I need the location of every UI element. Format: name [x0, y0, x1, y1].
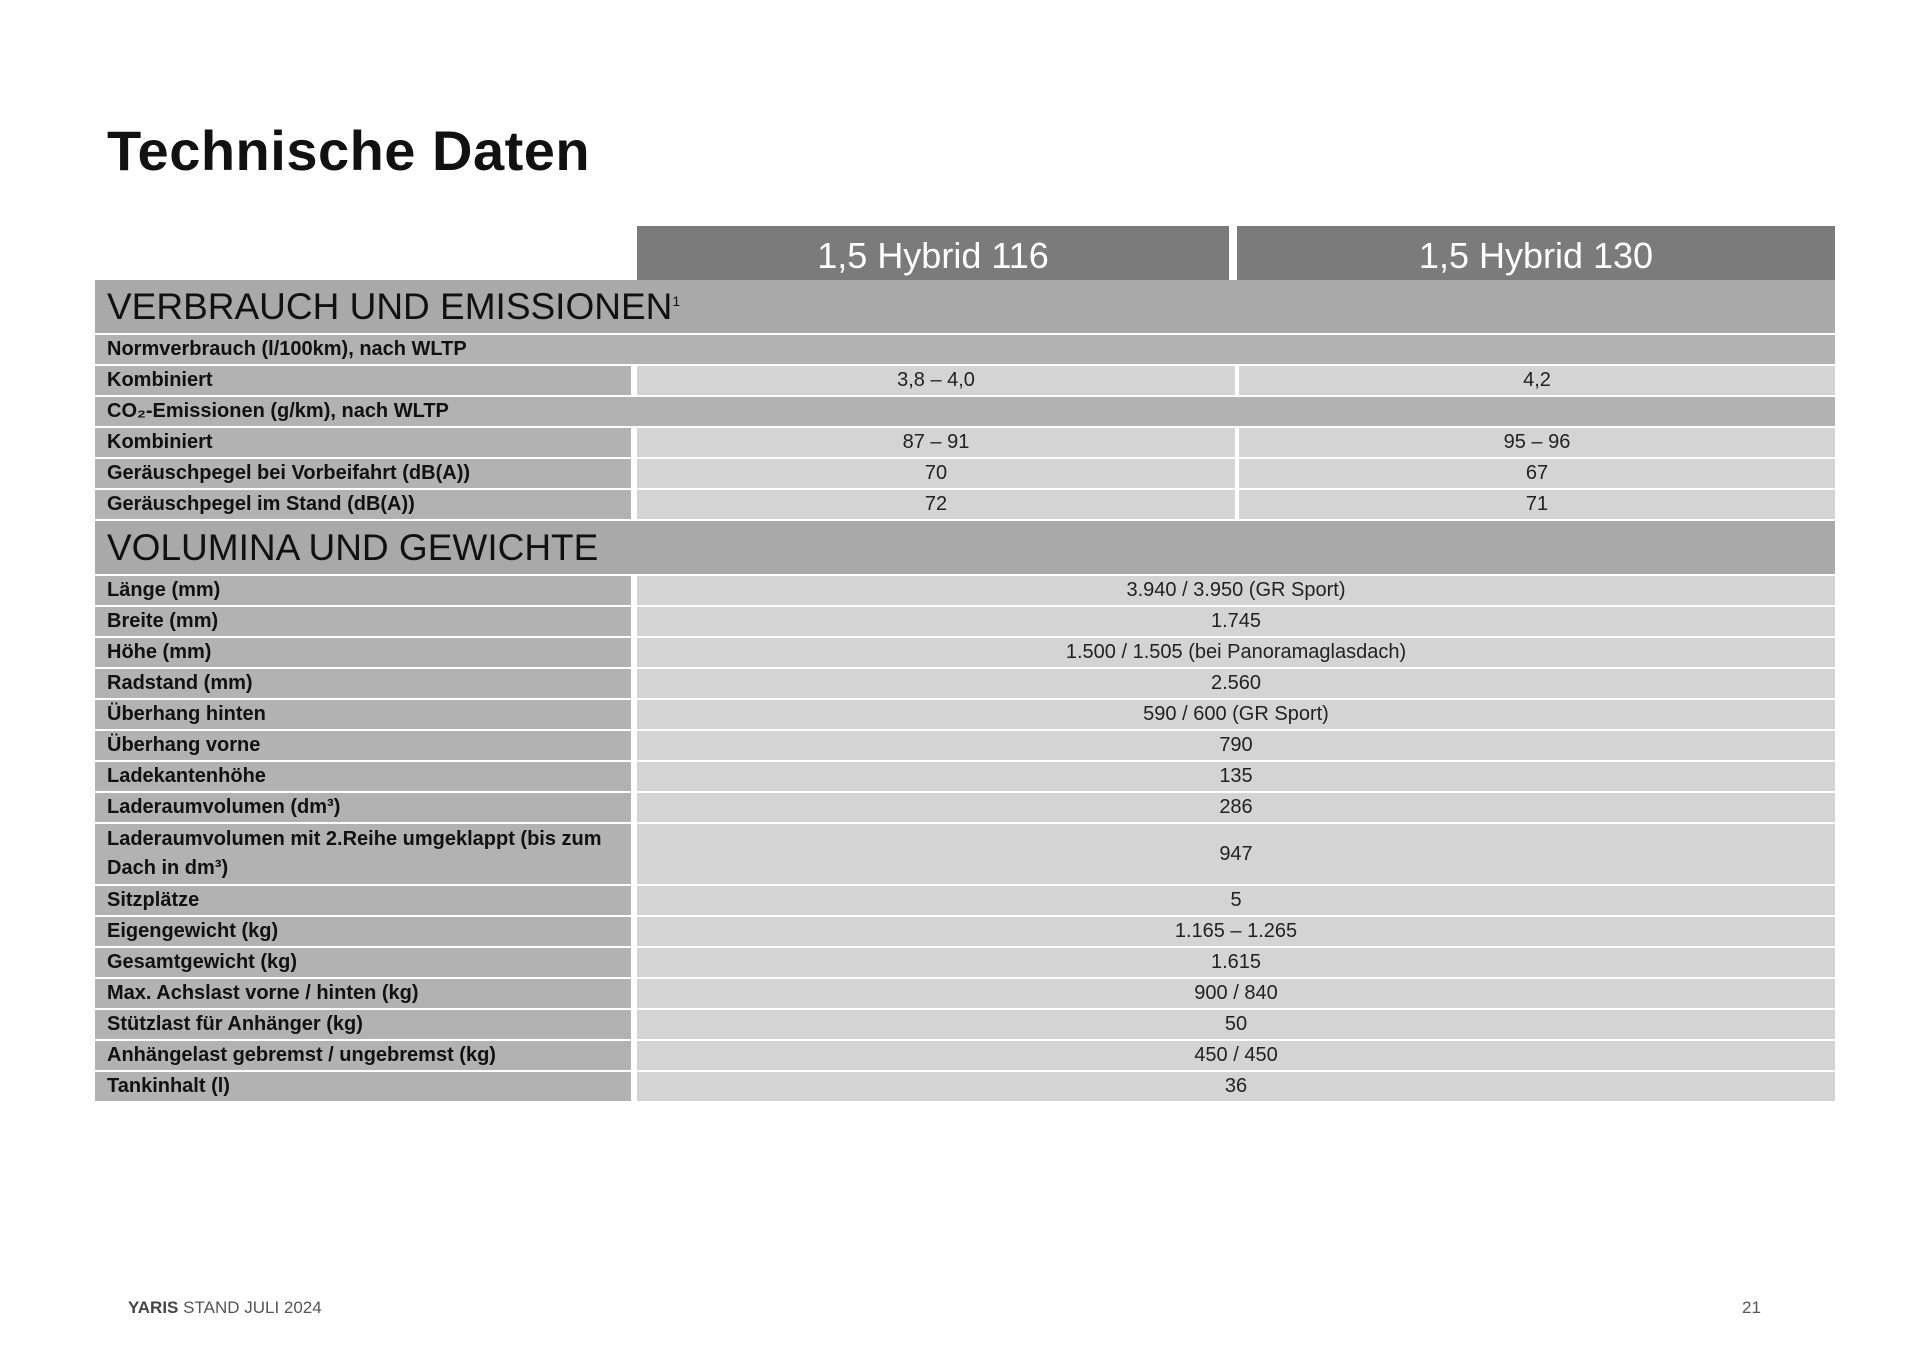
table-row [95, 669, 1835, 698]
row-value: 50 [637, 1010, 1835, 1039]
row-value: 947 [637, 824, 1835, 884]
footnote-marker: 1 [672, 292, 681, 309]
row-value: 1.745 [637, 607, 1835, 636]
row-value: 1.615 [637, 948, 1835, 977]
row-label: Gesamtgewicht (kg) [95, 948, 631, 977]
table-row [95, 576, 1835, 605]
table-row [95, 366, 1835, 395]
row-value: 3.940 / 3.950 (GR Sport) [637, 576, 1835, 605]
row-value: 1.165 – 1.265 [637, 917, 1835, 946]
row-value: 2.560 [637, 669, 1835, 698]
row-value-hybrid-116: 87 – 91 [637, 428, 1235, 457]
header-spacer [95, 226, 637, 280]
row-value: 900 / 840 [637, 979, 1835, 1008]
row-label: Kombiniert [95, 428, 631, 457]
row-value-hybrid-130: 71 [1239, 490, 1835, 519]
row-value: 135 [637, 762, 1835, 791]
row-value-hybrid-116: 70 [637, 459, 1235, 488]
table-subheader [95, 335, 1835, 364]
row-label: Laderaumvolumen mit 2.Reihe umgeklappt (bis zum Dach in dm³) [95, 824, 631, 884]
footer-brand-stand [128, 1298, 322, 1318]
row-value-hybrid-130: 95 – 96 [1239, 428, 1835, 457]
table-row [95, 948, 1835, 977]
subheader-label: Normverbrauch (l/100km), nach WLTP [95, 335, 1835, 364]
section-title: VERBRAUCH UND EMISSIONEN [107, 285, 673, 327]
spec-table [95, 226, 1835, 1101]
row-label: Stützlast für Anhänger (kg) [95, 1010, 631, 1039]
row-value-hybrid-130: 67 [1239, 459, 1835, 488]
column-header-hybrid-116: 1,5 Hybrid 116 [637, 226, 1229, 280]
row-value: 590 / 600 (GR Sport) [637, 700, 1835, 729]
row-label: Überhang hinten [95, 700, 631, 729]
row-label: Kombiniert [95, 366, 631, 395]
subheader-label: CO₂-Emissionen (g/km), nach WLTP [95, 397, 1835, 426]
row-label: Anhängelast gebremst / ungebremst (kg) [95, 1041, 631, 1070]
table-row [95, 731, 1835, 760]
row-label: Tankinhalt (l) [95, 1072, 631, 1101]
row-value: 286 [637, 793, 1835, 822]
table-row [95, 762, 1835, 791]
row-value: 1.500 / 1.505 (bei Panoramaglasdach) [637, 638, 1835, 667]
row-label: Sitzplätze [95, 886, 631, 915]
row-label: Länge (mm) [95, 576, 631, 605]
row-label: Eigengewicht (kg) [95, 917, 631, 946]
row-value: 5 [637, 886, 1835, 915]
section-header-consumption [95, 280, 1835, 333]
table-subheader [95, 397, 1835, 426]
page-number: 21 [1742, 1298, 1761, 1317]
table-row [95, 793, 1835, 822]
table-row [95, 700, 1835, 729]
section-title: VOLUMINA UND GEWICHTE [107, 526, 599, 568]
row-label: Ladekantenhöhe [95, 762, 631, 791]
row-value: 790 [637, 731, 1835, 760]
table-row [95, 886, 1835, 915]
table-row [95, 917, 1835, 946]
row-label: Max. Achslast vorne / hinten (kg) [95, 979, 631, 1008]
row-label: Breite (mm) [95, 607, 631, 636]
row-value-hybrid-116: 3,8 – 4,0 [637, 366, 1235, 395]
table-header [95, 226, 1835, 280]
column-header-hybrid-130: 1,5 Hybrid 130 [1237, 226, 1835, 280]
row-label: Überhang vorne [95, 731, 631, 760]
table-row [95, 459, 1835, 488]
table-row [95, 1041, 1835, 1070]
table-row [95, 979, 1835, 1008]
table-row [95, 1010, 1835, 1039]
footer-brand: YARIS [128, 1298, 179, 1317]
row-value-hybrid-130: 4,2 [1239, 366, 1835, 395]
row-label: Laderaumvolumen (dm³) [95, 793, 631, 822]
row-label: Höhe (mm) [95, 638, 631, 667]
footer-stand: STAND JULI 2024 [183, 1298, 322, 1317]
table-row [95, 490, 1835, 519]
table-row [95, 607, 1835, 636]
page-title: Technische Daten [107, 119, 591, 182]
row-label: Radstand (mm) [95, 669, 631, 698]
row-value-hybrid-116: 72 [637, 490, 1235, 519]
section-header-volumes [95, 521, 1835, 574]
row-label: Geräuschpegel im Stand (dB(A)) [95, 490, 631, 519]
row-label: Geräuschpegel bei Vorbeifahrt (dB(A)) [95, 459, 631, 488]
table-row [95, 428, 1835, 457]
row-value: 450 / 450 [637, 1041, 1835, 1070]
table-row [95, 1072, 1835, 1101]
table-row [95, 638, 1835, 667]
row-value: 36 [637, 1072, 1835, 1101]
volumes-rows [95, 576, 1835, 1101]
table-row [95, 824, 1835, 884]
